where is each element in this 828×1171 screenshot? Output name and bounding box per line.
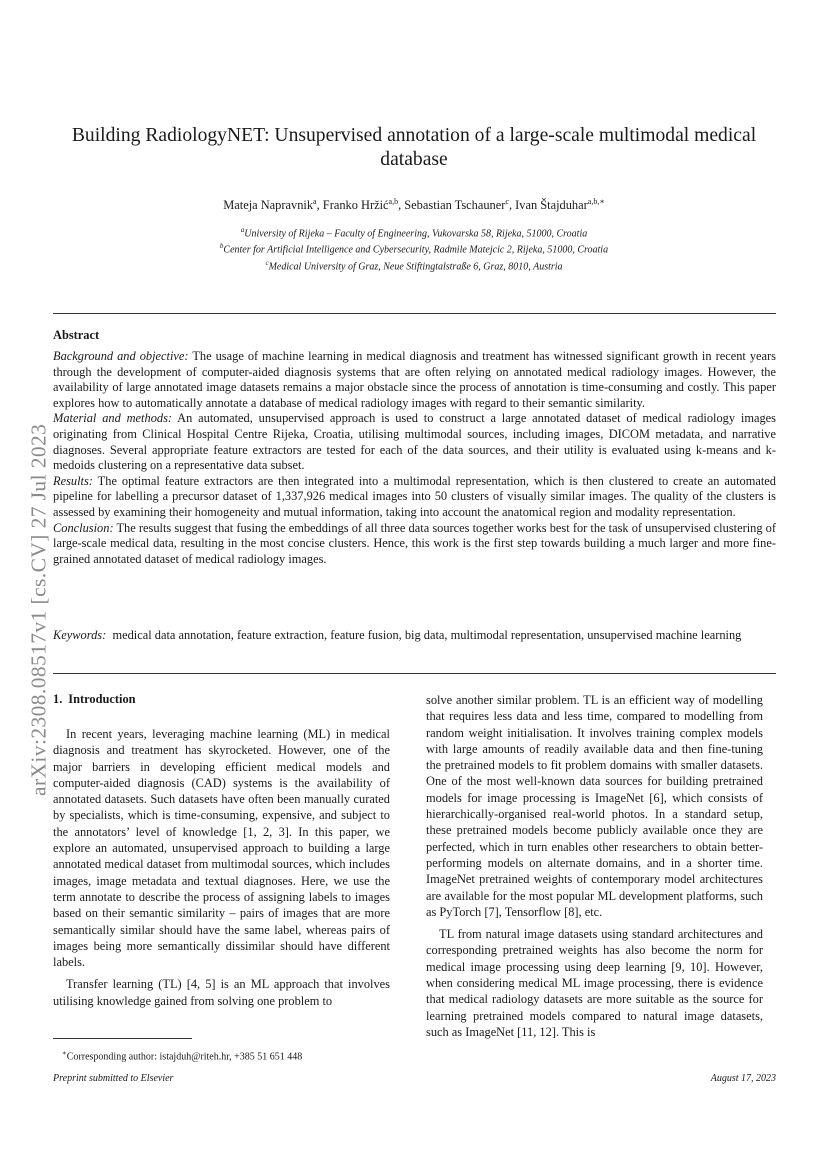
abstract-label: Conclusion: [53,520,114,535]
affiliation [60,224,768,240]
abstract-label: Background and objective: [53,349,189,363]
author-name: Franko Hržić [322,198,389,213]
paper-title: Building RadiologyNET: Unsupervised annotation of a large-scale multimodal medical database [71,125,757,170]
left-column [53,726,390,1009]
footnote-rule [53,1038,192,1039]
author-list: Mateja Napravnik$^a$, Franko Hržić$^{a,b}$, Sebastian Tschauner$^c$, Ivan Štajduhar$^{a,b,∗}$ [223,197,605,213]
footnote-mark: ∗ [62,1049,67,1057]
abstract-text: An automated, unsupervised approach is used to construct a large annotated dataset of medical radiology images originating from Clinical Hospital Centre Rijeka, Croatia, utilising multimodal sources, including images, DICOM metadata, and narrative diagnoses. Several appropriate feature extractors are tested for each of the data sources, and their utility is evaluated using k-means and k-medoids clustering on a representative data subset. [53,411,776,473]
arxiv-stamp: arXiv:2308.08517v1 [cs.CV] 27 Jul 2023 [26,423,51,796]
abstract-text: The usage of machine learning in medical diagnosis and treatment has witnessed significant growth in recent years through the development of computer-aided diagnosis systems that are often relying on annotated medical radiology images. However, the availability of large annotated image datasets remains a major obstacle since the process of annotation is time-consuming and costly. This paper explores how to automatically annotate a database of medical radiology images with regard to their semantic similarity. [53,349,776,410]
section-title: Introduction [68,692,136,706]
section-heading [53,692,136,707]
body-paragraph: solve another similar problem. TL is an efficient way of modelling that requires less data and less time, compared to modelling from random weight initialisation. It involves training complex models with large amounts of readily available data and then fine-tuning the pretrained models to fit problem domains with smaller datasets. One of the most well-known data sources for building pretrained models for image processing is ImageNet [6], which consists of hierarchically-organised real-world photos. In a standard setup, these pretrained models become publicly available once they are perfected, which in turn enables other researchers to obtain better-performing models on alternate domains, and in a shorter time. ImageNet pretrained weights of contemporary model architectures are available for the most popular ML development platforms, such as PyTorch [7], Tensorflow [8], etc. [426,693,763,919]
abstract-paragraph [53,349,776,411]
abstract-paragraph [53,411,776,473]
author-name: Ivan Štajduhar [515,198,588,213]
keywords-label: Keywords: [53,628,107,642]
abstract-body [53,349,776,567]
keywords-text: medical data annotation, feature extraction, feature fusion, big data, multimodal representation, unsupervised machine learning [112,628,742,642]
affiliations [60,224,768,273]
abstract-label: Results: [53,473,93,488]
affil-text: University of Rijeka – Faculty of Engineering, Vukovarska 58, Rijeka, 51000, Croatia [244,228,588,240]
affil-text: Center for Artificial Intelligence and Cybersecurity, Radmile Matejcic 2, Rijeka, 51000, Croatia [223,244,609,256]
affiliation [60,257,768,273]
affil-mark: b [219,242,224,251]
abstract-paragraph [53,474,776,521]
body-paragraph: In recent years, leveraging machine learning (ML) in medical diagnosis and treatment has skyrocketed. However, one of the major barriers in developing efficient medical models and computer-aided diagnosis (CAD) systems is the availability of annotated datasets. Such datasets have often been manually curated by specialists, which is time-consuming, expensive, and subject to the annotators’ level of knowledge [1, 2, 3]. In this paper, we explore an automated, unsupervised approach to building a large annotated medical dataset from multimodal sources, which includes images, image metadata and textual diagnoses. Here, we use the term annotate to describe the process of assigning labels to images based on their semantic similarity – pairs of images that are more semantically similar should have the same label, whereas pairs of images being more semantically dissimilar should have different labels. [53,727,390,970]
author-affil-mark: a,b [388,197,399,206]
affil-text: Medical University of Graz, Neue Stiftingtalstraße 6, Graz, 8010, Austria [268,260,563,272]
affil-mark: a [240,226,245,234]
abstract-text: The results suggest that fusing the embeddings of all three data sources together works best for the task of unsupervised clustering of large-scale medical data, resulting in the most concise clusters. Hence, this work is the first step towards building a much larger and more fine-grained annotated dataset of medical radiology images. [53,520,776,566]
bottom-divider [53,673,776,674]
footer-date: August 17, 2023 [710,1073,776,1084]
author-affil-mark: a,b,∗ [587,197,605,206]
abstract-paragraph [53,521,776,568]
abstract-text: The optimal feature extractors are then integrated into a multimodal representation, which is then clustered to create an automated pipeline for labelling a precursor dataset of 1,337,926 medical images into 50 clusters of visually similar images. The quality of the clusters is assessed by examining their homogeneity and mutual information, taking into account the anatomical region and modality representation. [53,473,776,519]
affil-mark: c [265,258,269,267]
body-paragraph: Transfer learning (TL) [4, 5] is an ML approach that involves utilising knowledge gained from solving one problem to [53,977,390,1008]
footnote [62,1047,302,1063]
author-name: Sebastian Tschauner [404,198,506,213]
author-name: Mateja Napravnik [223,198,314,213]
footnote-text: Corresponding author: istajduh@riteh.hr, +385 51 651 448 [66,1051,303,1063]
author-affil-mark: a [313,197,317,206]
body-paragraph: TL from natural image datasets using standard architectures and corresponding pretrained weights has also become the norm for medical image processing using deep learning [9, 10]. However, when considering medical ML image processing, there is evidence that medical radiology datasets are more suitable as the source for learning pretrained models compared to natural image datasets, such as ImageNet [11, 12]. This is [426,927,763,1039]
top-divider [53,313,776,314]
right-column [426,692,763,1040]
section-number: 1. [53,692,63,706]
footer-preprint: Preprint submitted to Elsevier [53,1073,174,1084]
author-affil-mark: c [505,197,509,206]
abstract-heading: Abstract [53,328,100,342]
abstract-label: Material and methods: [53,411,173,426]
keywords [53,628,776,644]
affiliation [60,240,768,256]
